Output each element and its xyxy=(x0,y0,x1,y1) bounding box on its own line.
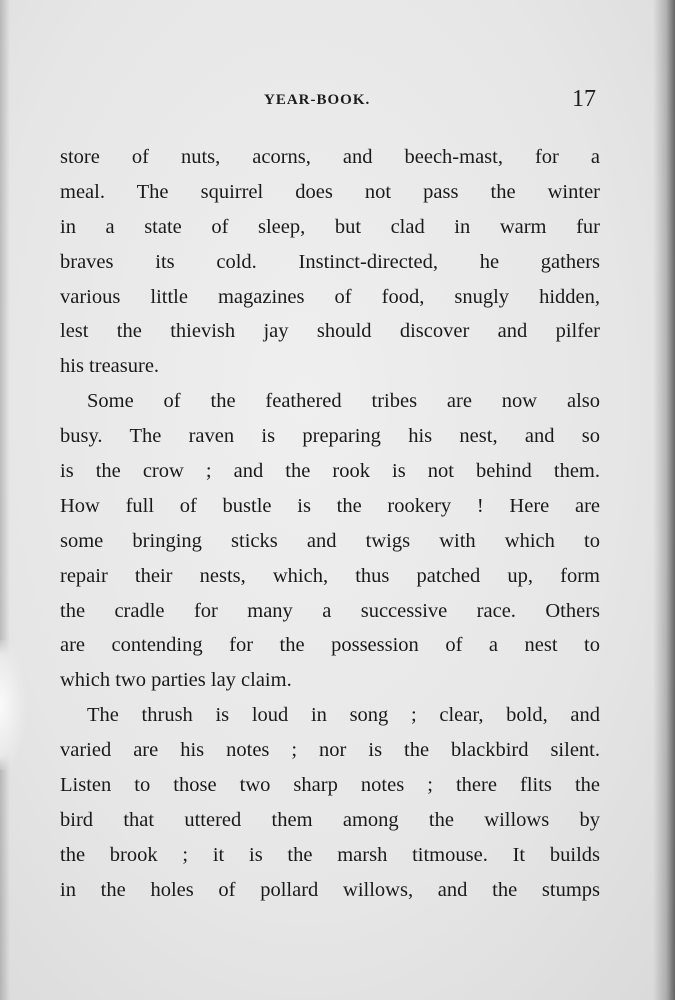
paper-tear xyxy=(0,640,26,770)
text-line: varied are his notes ; nor is the blackbird silent. xyxy=(60,739,600,762)
text-line: meal. The squirrel does not pass the winter xyxy=(60,180,600,203)
page-right-shadow xyxy=(653,0,675,1000)
body-text xyxy=(60,140,600,908)
text-line: are contending for the possession of a nest to xyxy=(60,634,600,657)
page-left-shadow xyxy=(0,0,10,1000)
running-head: YEAR-BOOK. xyxy=(264,92,371,108)
text-line: The thrush is loud in song ; clear, bold, and xyxy=(87,704,600,727)
text-line: in the holes of pollard willows, and the stumps xyxy=(60,878,600,901)
text-line: store of nuts, acorns, and beech-mast, for a xyxy=(60,146,600,168)
text-line: repair their nests, which, thus patched up, form xyxy=(60,564,600,587)
text-line: bird that uttered them among the willows by xyxy=(60,808,600,831)
text-line: is the crow ; and the rook is not behind them. xyxy=(60,460,600,483)
text-line: lest the thievish jay should discover and pilfer xyxy=(60,320,600,343)
text-line: How full of bustle is the rookery ! Here are xyxy=(60,494,600,517)
text-line: busy. The raven is preparing his nest, and so xyxy=(60,425,600,448)
page-number: 17 xyxy=(572,86,596,112)
text-line: the brook ; it is the marsh titmouse. It builds xyxy=(60,843,600,866)
text-line: various little magazines of food, snugly hidden, xyxy=(60,285,600,308)
text-line: Listen to those two sharp notes ; there flits the xyxy=(60,774,600,797)
text-line: braves its cold. Instinct-directed, he gathers xyxy=(60,250,600,273)
text-line: Some of the feathered tribes are now also xyxy=(87,390,600,413)
text-line: the cradle for many a successive race. Others xyxy=(60,599,600,622)
text-line: some bringing sticks and twigs with which to xyxy=(60,529,600,552)
text-line: his treasure. xyxy=(60,355,160,378)
text-line: in a state of sleep, but clad in warm fur xyxy=(60,215,600,238)
text-line: which two parties lay claim. xyxy=(60,669,292,692)
page-header xyxy=(0,86,675,116)
